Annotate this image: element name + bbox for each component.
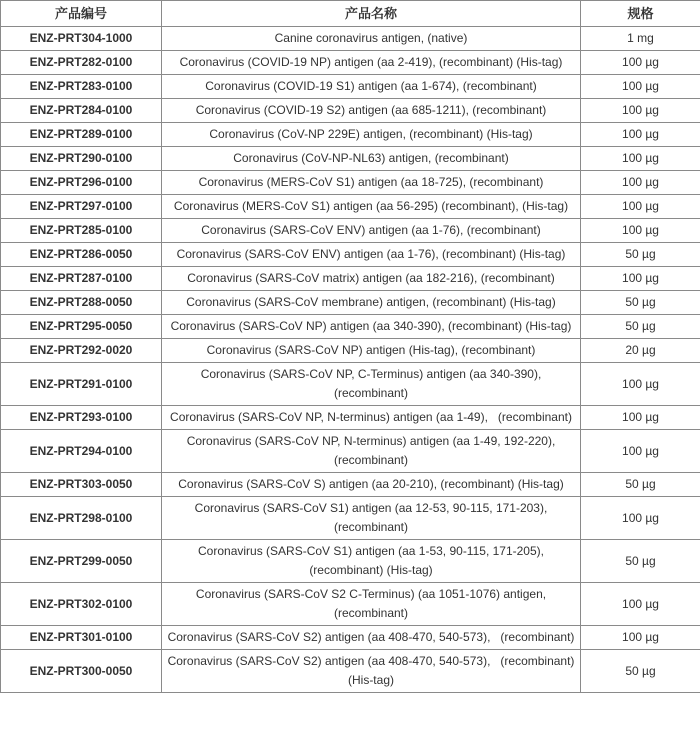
spec-cell: 50 µg	[581, 650, 700, 693]
spec-cell: 100 µg	[581, 147, 700, 171]
table-row	[1, 626, 700, 650]
product-code-cell: ENZ-PRT286-0050	[1, 243, 162, 267]
spec-cell: 100 µg	[581, 99, 700, 123]
product-code-cell: ENZ-PRT298-0100	[1, 497, 162, 540]
product-name-cell: Coronavirus (SARS-CoV NP, C-Terminus) antigen (aa 340-390), (recombinant)	[162, 363, 581, 406]
product-name-cell: Coronavirus (SARS-CoV NP, N-terminus) antigen (aa 1-49, 192-220), (recombinant)	[162, 430, 581, 473]
table-row	[1, 267, 700, 291]
product-code-cell: ENZ-PRT287-0100	[1, 267, 162, 291]
product-name-cell: Coronavirus (SARS-CoV S2) antigen (aa 408-470, 540-573), (recombinant)	[162, 626, 581, 650]
product-code-cell: ENZ-PRT289-0100	[1, 123, 162, 147]
spec-cell: 100 µg	[581, 497, 700, 540]
product-name-cell: Coronavirus (COVID-19 S2) antigen (aa 685-1211), (recombinant)	[162, 99, 581, 123]
product-name-cell: Coronavirus (MERS-CoV S1) antigen (aa 56-295) (recombinant), (His-tag)	[162, 195, 581, 219]
product-code-cell: ENZ-PRT299-0050	[1, 540, 162, 583]
product-name-cell: Coronavirus (SARS-CoV NP, N-terminus) antigen (aa 1-49), (recombinant)	[162, 406, 581, 430]
product-name-cell: Coronavirus (CoV-NP-NL63) antigen, (recombinant)	[162, 147, 581, 171]
table-row	[1, 430, 700, 473]
product-name-cell: Coronavirus (SARS-CoV S1) antigen (aa 12-53, 90-115, 171-203), (recombinant)	[162, 497, 581, 540]
product-code-cell: ENZ-PRT284-0100	[1, 99, 162, 123]
product-code-cell: ENZ-PRT300-0050	[1, 650, 162, 693]
spec-cell: 100 µg	[581, 363, 700, 406]
product-name-cell: Coronavirus (SARS-CoV S1) antigen (aa 1-53, 90-115, 171-205), (recombinant) (His-tag)	[162, 540, 581, 583]
product-name-cell: Coronavirus (MERS-CoV S1) antigen (aa 18-725), (recombinant)	[162, 171, 581, 195]
product-name-cell: Coronavirus (SARS-CoV S2) antigen (aa 408-470, 540-573), (recombinant) (His-tag)	[162, 650, 581, 693]
table-row	[1, 473, 700, 497]
product-code-cell: ENZ-PRT301-0100	[1, 626, 162, 650]
spec-cell: 100 µg	[581, 626, 700, 650]
spec-cell: 1 mg	[581, 27, 700, 51]
product-code-cell: ENZ-PRT293-0100	[1, 406, 162, 430]
spec-cell: 20 µg	[581, 339, 700, 363]
product-code-cell: ENZ-PRT285-0100	[1, 219, 162, 243]
table-row	[1, 27, 700, 51]
column-header-spec: 规格	[581, 1, 700, 27]
table-row	[1, 171, 700, 195]
product-name-cell: Coronavirus (SARS-CoV ENV) antigen (aa 1-76), (recombinant) (His-tag)	[162, 243, 581, 267]
table-row	[1, 51, 700, 75]
table-row	[1, 75, 700, 99]
table-row	[1, 497, 700, 540]
spec-cell: 100 µg	[581, 430, 700, 473]
product-name-cell: Coronavirus (SARS-CoV membrane) antigen, (recombinant) (His-tag)	[162, 291, 581, 315]
product-code-cell: ENZ-PRT302-0100	[1, 583, 162, 626]
product-code-cell: ENZ-PRT292-0020	[1, 339, 162, 363]
table-row	[1, 363, 700, 406]
spec-cell: 100 µg	[581, 583, 700, 626]
product-name-cell: Coronavirus (COVID-19 S1) antigen (aa 1-674), (recombinant)	[162, 75, 581, 99]
spec-cell: 50 µg	[581, 540, 700, 583]
product-code-cell: ENZ-PRT294-0100	[1, 430, 162, 473]
spec-cell: 50 µg	[581, 243, 700, 267]
product-code-cell: ENZ-PRT304-1000	[1, 27, 162, 51]
product-name-cell: Coronavirus (CoV-NP 229E) antigen, (recombinant) (His-tag)	[162, 123, 581, 147]
column-header-product-name: 产品名称	[162, 1, 581, 27]
spec-cell: 100 µg	[581, 171, 700, 195]
column-header-product-code: 产品编号	[1, 1, 162, 27]
product-code-cell: ENZ-PRT297-0100	[1, 195, 162, 219]
table-row	[1, 540, 700, 583]
product-code-cell: ENZ-PRT303-0050	[1, 473, 162, 497]
table-row	[1, 147, 700, 171]
product-name-cell: Coronavirus (SARS-CoV S2 C-Terminus) (aa 1051-1076) antigen, (recombinant)	[162, 583, 581, 626]
table-row	[1, 583, 700, 626]
spec-cell: 100 µg	[581, 195, 700, 219]
table-row	[1, 339, 700, 363]
product-code-cell: ENZ-PRT296-0100	[1, 171, 162, 195]
spec-cell: 50 µg	[581, 315, 700, 339]
table-row	[1, 406, 700, 430]
product-name-cell: Canine coronavirus antigen, (native)	[162, 27, 581, 51]
product-code-cell: ENZ-PRT290-0100	[1, 147, 162, 171]
spec-cell: 100 µg	[581, 267, 700, 291]
table-row	[1, 195, 700, 219]
product-code-cell: ENZ-PRT282-0100	[1, 51, 162, 75]
spec-cell: 100 µg	[581, 75, 700, 99]
table-header-row	[1, 1, 700, 27]
table-row	[1, 291, 700, 315]
spec-cell: 100 µg	[581, 406, 700, 430]
table-row	[1, 650, 700, 693]
product-name-cell: Coronavirus (SARS-CoV ENV) antigen (aa 1-76), (recombinant)	[162, 219, 581, 243]
spec-cell: 100 µg	[581, 51, 700, 75]
product-code-cell: ENZ-PRT288-0050	[1, 291, 162, 315]
product-code-cell: ENZ-PRT283-0100	[1, 75, 162, 99]
product-code-cell: ENZ-PRT291-0100	[1, 363, 162, 406]
product-name-cell: Coronavirus (SARS-CoV NP) antigen (His-tag), (recombinant)	[162, 339, 581, 363]
table-body	[1, 27, 700, 693]
spec-cell: 100 µg	[581, 123, 700, 147]
spec-cell: 50 µg	[581, 473, 700, 497]
product-name-cell: Coronavirus (SARS-CoV matrix) antigen (aa 182-216), (recombinant)	[162, 267, 581, 291]
spec-cell: 50 µg	[581, 291, 700, 315]
table-row	[1, 243, 700, 267]
product-name-cell: Coronavirus (COVID-19 NP) antigen (aa 2-419), (recombinant) (His-tag)	[162, 51, 581, 75]
table-row	[1, 99, 700, 123]
table-row	[1, 315, 700, 339]
product-name-cell: Coronavirus (SARS-CoV NP) antigen (aa 340-390), (recombinant) (His-tag)	[162, 315, 581, 339]
product-name-cell: Coronavirus (SARS-CoV S) antigen (aa 20-210), (recombinant) (His-tag)	[162, 473, 581, 497]
spec-cell: 100 µg	[581, 219, 700, 243]
table-row	[1, 219, 700, 243]
table-row	[1, 123, 700, 147]
product-code-cell: ENZ-PRT295-0050	[1, 315, 162, 339]
